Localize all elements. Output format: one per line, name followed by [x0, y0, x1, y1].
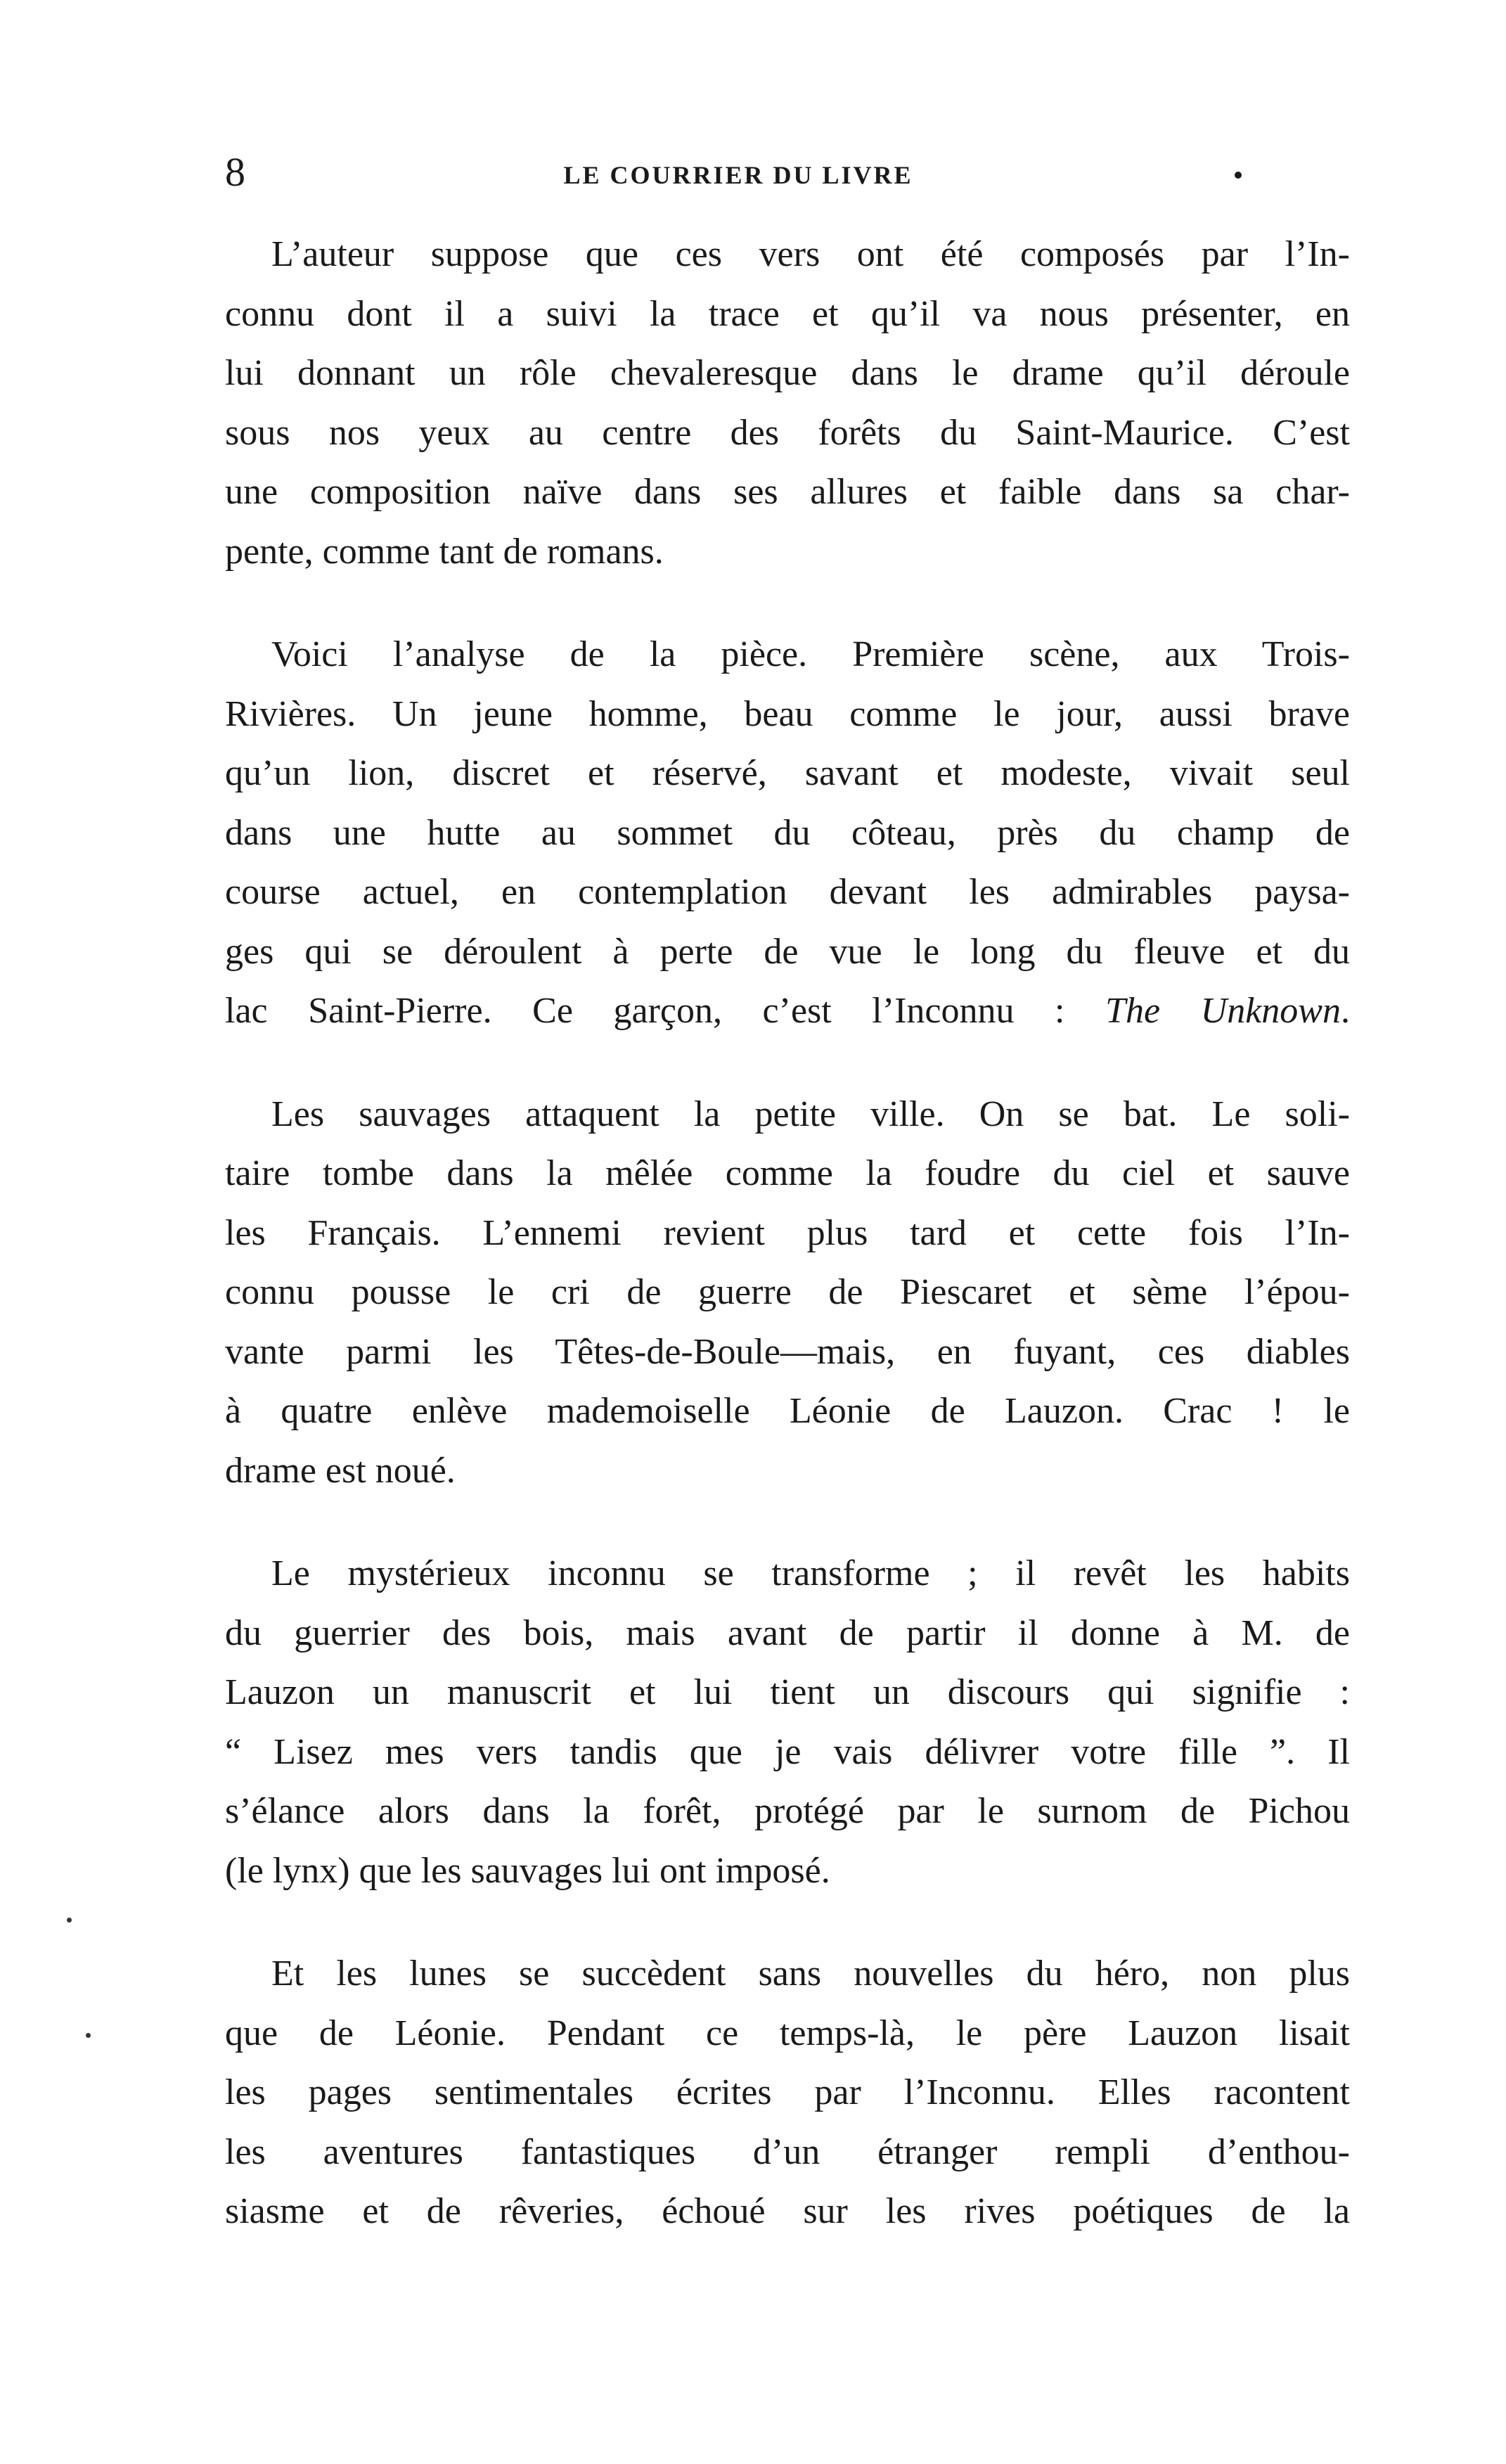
- text-line: lac Saint-Pierre. Ce garçon, c’est l’Inconnu : The Unknown.: [225, 991, 1350, 1031]
- text-line: Rivières. Un jeune homme, beau comme le jour, aussi brave: [225, 693, 1350, 734]
- text-line: Le mystérieux inconnu se transforme ; il revêt les habits: [271, 1553, 1350, 1593]
- page-header: [225, 148, 1251, 204]
- text-line: Lauzon un manuscrit et lui tient un discours qui signifie :: [225, 1672, 1350, 1712]
- text-line: que de Léonie. Pendant ce temps-là, le père Lauzon lisait: [225, 2013, 1350, 2053]
- text-line: ges qui se déroulent à perte de vue le long du fleuve et du: [225, 931, 1350, 972]
- text-line: taire tombe dans la mêlée comme la foudre du ciel et sauve: [225, 1153, 1350, 1193]
- text-line: les pages sentimentales écrites par l’Inconnu. Elles racontent: [225, 2072, 1350, 2112]
- text-line: L’auteur suppose que ces vers ont été composés par l’In-: [271, 234, 1350, 274]
- text-line: dans une hutte au sommet du côteau, près du champ de: [225, 812, 1350, 853]
- stray-ink-mark: [67, 1918, 72, 1923]
- text-line: siasme et de rêveries, échoué sur les rives poétiques de la: [225, 2191, 1350, 2231]
- text-line: sous nos yeux au centre des forêts du Saint-Maurice. C’est: [225, 412, 1350, 453]
- text-line: course actuel, en contemplation devant les admirables paysa-: [225, 872, 1350, 912]
- body-text: [225, 225, 1350, 2242]
- text-line: les Français. L’ennemi revient plus tard et cette fois l’In-: [225, 1212, 1350, 1253]
- text-line: pente, comme tant de romans.: [225, 531, 664, 572]
- text-line: qu’un lion, discret et réservé, savant et modeste, vivait seul: [225, 753, 1350, 793]
- text-line: drame est noué.: [225, 1450, 456, 1491]
- italic-title: The Unknown: [1105, 991, 1341, 1031]
- stray-ink-mark: [86, 2033, 91, 2038]
- text-line: du guerrier des bois, mais avant de partir il donne à M. de: [225, 1612, 1350, 1653]
- page-number: 8: [225, 149, 245, 195]
- text-line: s’élance alors dans la forêt, protégé par le surnom de Pichou: [225, 1791, 1350, 1831]
- paragraph-3: [225, 1085, 1350, 1501]
- text-line: (le lynx) que les sauvages lui ont imposé.: [225, 1850, 830, 1891]
- text-line: à quatre enlève mademoiselle Léonie de Lauzon. Crac ! le: [225, 1391, 1350, 1431]
- text-line: Les sauvages attaquent la petite ville. On se bat. Le soli-: [271, 1093, 1350, 1134]
- text-line: une composition naïve dans ses allures et faible dans sa char-: [225, 472, 1350, 512]
- text-line: Et les lunes se succèdent sans nouvelles du héro, non plus: [271, 1953, 1350, 1994]
- text-line: les aventures fantastiques d’un étranger rempli d’enthou-: [225, 2131, 1350, 2172]
- text-line: “ Lisez mes vers tandis que je vais délivrer votre fille ”. Il: [225, 1731, 1350, 1772]
- text-line: lui donnant un rôle chevaleresque dans le drame qu’il déroule: [225, 353, 1350, 393]
- text-line: Voici l’analyse de la pièce. Première scène, aux Trois-: [271, 634, 1350, 674]
- running-title: LE COURRIER DU LIVRE: [563, 161, 913, 189]
- paragraph-1: [225, 225, 1350, 582]
- paragraph-2: [225, 625, 1350, 1041]
- text-line: connu pousse le cri de guerre de Piescaret et sème l’épou-: [225, 1272, 1350, 1312]
- header-dot-mark: [1235, 172, 1242, 179]
- text-line: connu dont il a suivi la trace et qu’il va nous présenter, en: [225, 293, 1350, 334]
- paragraph-4: [225, 1544, 1350, 1901]
- text-line: vante parmi les Têtes-de-Boule—mais, en fuyant, ces diables: [225, 1331, 1350, 1372]
- paragraph-5: [225, 1944, 1350, 2242]
